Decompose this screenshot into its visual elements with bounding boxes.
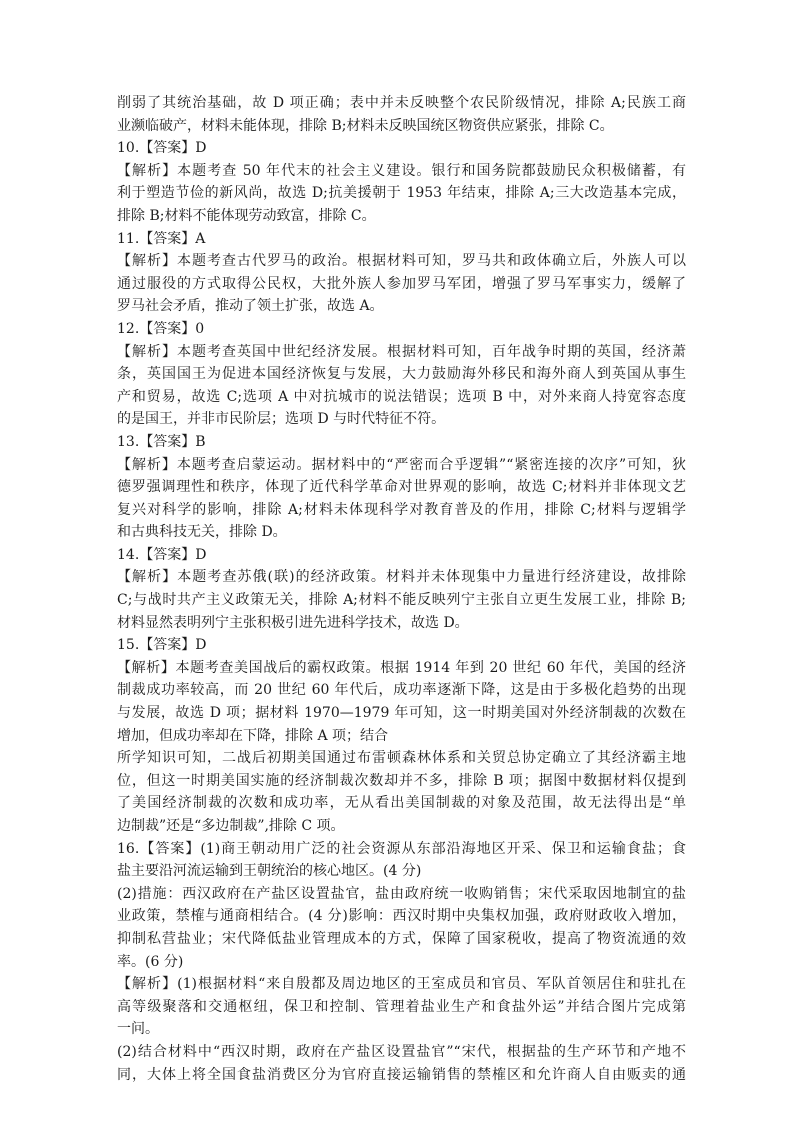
text-line: 通过服役的方式取得公民权，大批外族人参加罗马军团，增强了罗马军事实力，缓解了 <box>117 275 686 292</box>
text-line: C;与战时共产主义政策无关，排除 A;材料不能反映列宁主张自立更生发展工业，排除 B; <box>117 592 686 609</box>
text-line: 排除 B;材料不能体现劳动致富，排除 C。 <box>117 207 376 224</box>
text-line: 材料显然表明列宁主张积极引进先进科学技术，故选 D。 <box>117 614 469 631</box>
text-line: 产和贸易，故选 C;选项 A 中对抗城市的说法错误；选项 B 中，对外来商人持宽容态度 <box>117 388 686 405</box>
text-line: 11.【答案】A <box>117 230 206 247</box>
text-line: 所学知识可知，二战后初期美国通过布雷顿森林体系和关贸总协定确立了其经济霸主地 <box>117 750 686 767</box>
text-line: 一问。 <box>117 1021 159 1038</box>
text-line: 业濒临破产，材料未能体现，排除 B;材料未反映国统区物资供应紧张，排除 C。 <box>117 117 614 134</box>
text-line: 【解析】本题考查英国中世纪经济发展。根据材料可知，百年战争时期的英国，经济萧 <box>117 343 686 360</box>
text-line: 12.【答案】0 <box>117 320 205 337</box>
text-line: 罗马社会矛盾，推动了领土扩张，故选 A。 <box>117 298 384 315</box>
text-line: 16.【答案】(1)商王朝动用广泛的社会资源从东部沿海地区开采、保卫和运输食盐；食 <box>117 840 686 857</box>
text-line: 制裁成功率较高，而 20 世纪 60 年代后，成功率逐渐下降，这是由于多极化趋势的出现 <box>117 682 686 699</box>
text-line: 【解析】本题考查苏俄(联)的经济政策。材料并未体现集中力量进行经济建设，故排除 <box>117 569 686 586</box>
text-line: 14.【答案】D <box>117 546 207 563</box>
text-line: 与发展，故选 D 项；据材料 1970—1979 年可知，这一时期美国对外经济制裁的次数在 <box>117 705 686 722</box>
text-line: 条，英国国王为促进本国经济恢复与发展，大力鼓励海外移民和海外商人到英国从事生 <box>117 366 686 383</box>
text-line: 13.【答案】B <box>117 433 206 450</box>
text-line: 【解析】(1)根据材料“来自殷都及周边地区的王室成员和官员、军队首领居住和驻扎在 <box>117 976 686 993</box>
text-line: 业政策，禁榷与通商相结合。(4 分)影响：西汉时期中央集权加强，政府财政收入增加， <box>117 908 686 925</box>
text-line: 高等级聚落和交通枢纽，保卫和控制、管理着盐业生产和食盐外运”并结合图片完成第 <box>117 998 686 1015</box>
text-line: 率。(6 分) <box>117 953 184 970</box>
text-line: 【解析】本题考查启蒙运动。据材料中的“严密而合乎逻辑”“紧密连接的次序”可知，狄 <box>117 456 686 473</box>
text-line: 【解析】本题考查古代罗马的政治。根据材料可知，罗马共和政体确立后，外族人可以 <box>117 253 686 270</box>
text-line: 和古典科技无关，排除 D。 <box>117 524 287 541</box>
text-line: 10.【答案】D <box>117 140 207 157</box>
text-line: 复兴对科学的影响，排除 A;材料未体现科学对教育普及的作用，排除 C;材料与逻辑学 <box>117 501 686 518</box>
text-line: 盐主要沿河流运输到王朝统治的核心地区。(4 分) <box>117 863 422 880</box>
text-body <box>117 92 686 1086</box>
text-line: 德罗强调理性和秩序，体现了近代科学革命对世界观的影响，故选 C;材料并非体现文艺 <box>117 479 686 496</box>
text-line: 削弱了其统治基础，故 D 项正确；表中并未反映整个农民阶级情况，排除 A;民族工商 <box>117 95 686 111</box>
text-line: (2)措施：西汉政府在产盐区设置盐官，盐由政府统一收购销售；宋代采取因地制宜的盐 <box>117 885 686 902</box>
text-line: 同，大体上将全国食盐消费区分为官府直接运输销售的禁榷区和允许商人自由贩卖的通 <box>117 1066 686 1083</box>
text-line: (2)结合材料中“西汉时期，政府在产盐区设置盐官”“宋代，根据盐的生产环节和产地不 <box>117 1043 686 1060</box>
text-line: 利于塑造节俭的新风尚，故选 D;抗美援朝于 1953 年结束，排除 A;三大改造基本完成， <box>117 185 686 202</box>
text-line: 的是国王，并非市民阶层；选项 D 与时代特征不符。 <box>117 411 446 428</box>
text-line: 位，但这一时期美国实施的经济制裁次数却并不多，排除 B 项；据图中数据材料仅提到 <box>117 772 686 789</box>
text-line: 【解析】本题考查 50 年代末的社会主义建设。银行和国务院都鼓励民众积极储蓄，有 <box>117 162 686 179</box>
text-line: 增加，但成功率却在下降，排除 A 项；结合 <box>117 727 389 744</box>
text-line: 抑制私营盐业；宋代降低盐业管理成本的方式，保障了国家税收，提高了物资流通的效 <box>117 930 686 947</box>
text-line: 边制裁”还是“多边制裁”,排除 C 项。 <box>117 818 345 834</box>
text-line: 【解析】本题考查美国战后的霸权政策。根据 1914 年到 20 世纪 60 年代，美国的经济 <box>117 659 686 676</box>
text-line: 了美国经济制裁的次数和成功率，无从看出美国制裁的对象及范围，故无法得出是“单 <box>117 795 686 812</box>
text-line: 15.【答案】D <box>117 637 207 654</box>
